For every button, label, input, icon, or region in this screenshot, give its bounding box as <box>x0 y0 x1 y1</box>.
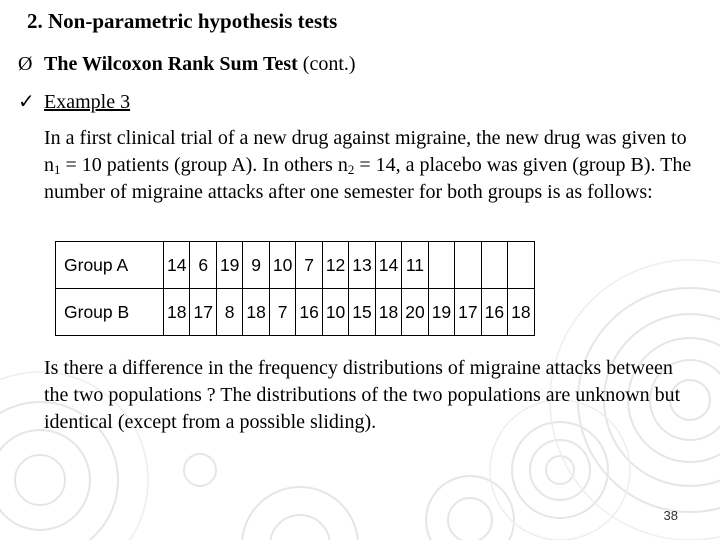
question-paragraph: Is there a difference in the frequency distributions of migraine attacks between the two populations ? The distributions of the two populations are unknown but identical (except from a possible sliding). <box>44 357 681 433</box>
intro-text-1: In a first clinical trial of a new drug against migraine, the new drug was given to n <box>44 127 687 176</box>
row-label: Group A <box>56 242 164 289</box>
table-row <box>56 289 535 336</box>
table-cell <box>455 242 481 289</box>
row-label: Group B <box>56 289 164 336</box>
table-cell: 6 <box>190 242 216 289</box>
table-cell: 19 <box>428 289 454 336</box>
table-cell <box>428 242 454 289</box>
table-cell: 18 <box>375 289 401 336</box>
subscript-2: 2 <box>347 162 355 177</box>
table-cell: 17 <box>455 289 481 336</box>
page-number: 38 <box>663 508 678 523</box>
table-cell: 18 <box>243 289 269 336</box>
test-name-suffix: (cont.) <box>297 53 356 75</box>
table-cell: 14 <box>164 242 190 289</box>
intro-text-3: = 14, a placebo was given (group B). The number of migraine attacks after one semester for both groups is as follows: <box>44 154 692 203</box>
table-cell: 16 <box>296 289 322 336</box>
table-cell: 10 <box>322 289 348 336</box>
table-cell: 17 <box>190 289 216 336</box>
arrow-bullet-icon: Ø <box>18 53 33 75</box>
table-cell: 13 <box>349 242 375 289</box>
table-cell: 14 <box>375 242 401 289</box>
bullet-example <box>18 89 130 114</box>
intro-text-2: = 10 patients (group A). In others n <box>60 154 348 176</box>
table-cell: 12 <box>322 242 348 289</box>
slide-title: 2. Non-parametric hypothesis tests <box>27 9 338 33</box>
checkmark-bullet-icon: ✓ <box>18 91 35 113</box>
subscript-1: 1 <box>54 162 61 177</box>
test-name: The Wilcoxon Rank Sum Test <box>44 53 298 75</box>
table-cell: 9 <box>243 242 269 289</box>
table-cell: 16 <box>481 289 507 336</box>
table-cell: 7 <box>269 289 295 336</box>
table-cell: 8 <box>216 289 242 336</box>
table-cell: 10 <box>269 242 295 289</box>
table-cell: 18 <box>508 289 534 336</box>
example-label: Example 3 <box>44 91 131 113</box>
table-cell: 19 <box>216 242 242 289</box>
table-cell <box>481 242 507 289</box>
bullet-wilcoxon <box>18 53 356 76</box>
data-table <box>55 241 535 336</box>
table-cell: 15 <box>349 289 375 336</box>
intro-paragraph <box>44 125 699 206</box>
table-row <box>56 242 535 289</box>
table-cell: 11 <box>402 242 428 289</box>
table-cell: 7 <box>296 242 322 289</box>
table-cell: 20 <box>402 289 428 336</box>
table-cell <box>508 242 534 289</box>
table-cell: 18 <box>164 289 190 336</box>
